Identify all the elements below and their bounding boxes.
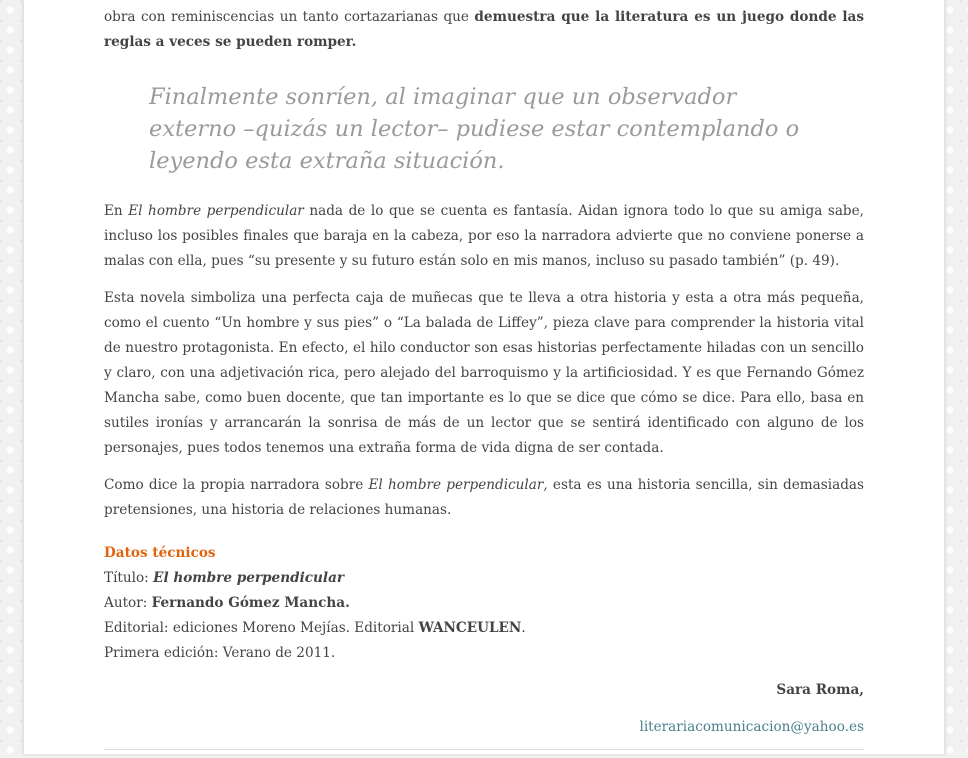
publisher-end: . bbox=[521, 620, 526, 636]
lead-paragraph bbox=[104, 5, 864, 55]
book-title-italic: El hombre perpendicular bbox=[128, 203, 304, 219]
publisher-label: Editorial: ediciones Moreno Mejías. Editorial bbox=[104, 620, 419, 636]
title-label: Título: bbox=[104, 570, 154, 586]
publisher-value: WANCEULEN bbox=[418, 620, 522, 636]
paragraph-1 bbox=[104, 199, 864, 274]
lead-bold-text: demuestra que la literatura es un juego donde las reglas a veces se pueden romper. bbox=[104, 9, 864, 50]
author-value: Fernando Gómez Mancha. bbox=[151, 595, 350, 611]
title-value: El hombre perpendicular bbox=[153, 570, 345, 586]
paragraph-1-pre: En bbox=[104, 203, 129, 219]
email-line bbox=[104, 715, 864, 740]
technical-details bbox=[104, 541, 864, 666]
technical-title-line bbox=[104, 566, 864, 591]
divider bbox=[104, 749, 864, 750]
paragraph-1-post: nada de lo que se cuenta es fantasía. Aidan ignora todo lo que su amiga sabe, incluso los posibles finales que baraja en la cabeza, por eso la narradora advierte que no conviene ponerse a malas con ella, pues “su presente y su futuro están solo en mis manos, incluso su pasado también” (p. 49). bbox=[104, 203, 865, 269]
paragraph-3-pre: Como dice la propia narradora sobre bbox=[104, 477, 369, 493]
pullquote: Finalmente sonríen, al imaginar que un observador externo –quizás un lector– pudiese estar contemplando o leyendo esta extraña situación. bbox=[149, 84, 800, 174]
paragraph-3 bbox=[104, 473, 864, 523]
paragraph-2: Esta novela simboliza una perfecta caja de muñecas que te lleva a otra historia y esta a otra más pequeña, como el cuento “Un hombre y sus pies” o “La balada de Liffey”, pieza clave para comprender la historia vital de nuestro protagonista. En efecto, el hilo conductor son esas historias perfectamente hiladas con un sencillo y claro, con una adjetivación rica, pero alejado del barroquismo y la artificiosidad. Y es que Fernando Gómez Mancha sabe, como buen docente, que tan importante es lo que se dice que cómo se dice. Para ello, basa en sutiles ironías y arrancarán la sonrisa de más de un lector que se sentirá identificado con alguno de los personajes, pues todos tenemos una extraña forma de vida digna de ser contada. bbox=[104, 290, 864, 456]
author-signature: Sara Roma, bbox=[776, 682, 864, 698]
technical-author-line bbox=[104, 591, 864, 616]
article-page bbox=[23, 0, 945, 754]
lead-text: obra con reminiscencias un tanto cortazarianas que bbox=[104, 9, 475, 25]
book-title-italic: El hombre perpendicular bbox=[368, 477, 544, 493]
technical-edition-line: Primera edición: Verano de 2011. bbox=[104, 645, 336, 661]
technical-publisher-line bbox=[104, 616, 864, 641]
author-label: Autor: bbox=[104, 595, 152, 611]
email-link[interactable]: literariacomunicacion@yahoo.es bbox=[639, 719, 864, 735]
paragraph-3-post: , esta es una historia sencilla, sin demasiadas pretensiones, una historia de relaciones humanas. bbox=[104, 477, 864, 518]
article-content bbox=[104, 5, 864, 758]
technical-details-heading: Datos técnicos bbox=[104, 545, 216, 561]
